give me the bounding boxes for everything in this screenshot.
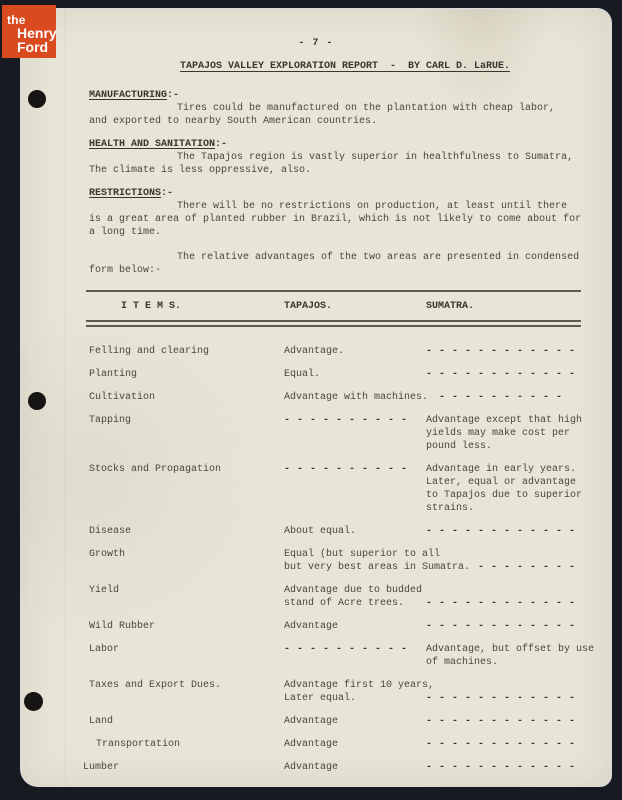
- logo-text-ford: Ford: [17, 39, 49, 55]
- text-line: - - - - - - - - - - - -: [426, 621, 576, 632]
- text-line: yields may make cost per: [426, 428, 571, 439]
- text-line: pound less.: [426, 441, 493, 452]
- text-line: Advantage: [284, 621, 339, 632]
- row-item-label: Cultivation: [89, 392, 156, 403]
- table-header-row: [86, 300, 581, 313]
- table-row: [86, 391, 581, 404]
- intro-paragraph: [89, 251, 580, 277]
- punch-hole-top: [28, 90, 46, 108]
- text-line: - - - - - - - -: [426, 562, 576, 573]
- section-heading-suffix: :-: [215, 139, 228, 150]
- text-line: a long time.: [89, 227, 162, 238]
- text-line: - - - - - - - - - - - -: [426, 762, 576, 773]
- paper-crease: [65, 9, 66, 786]
- text-line: The Tapajos region is vastly superior in healthfulness to Sumatra,: [177, 152, 574, 163]
- table-row: [86, 525, 581, 538]
- row-sumatra-cell: [426, 679, 581, 705]
- table-row: [86, 463, 581, 515]
- row-sumatra-cell: [426, 584, 581, 610]
- row-tapajos-cell: [284, 679, 435, 705]
- row-sumatra-cell: [426, 715, 581, 728]
- row-sumatra-cell: [426, 761, 581, 774]
- punch-hole-middle: [28, 392, 46, 410]
- table-row: [83, 761, 581, 774]
- row-sumatra-cell: [426, 643, 594, 669]
- text-line: [426, 679, 581, 692]
- text-line: [426, 548, 581, 561]
- row-item-label: Land: [89, 716, 114, 727]
- text-line: - - - - - - - - - -: [284, 415, 408, 426]
- text-line: and exported to nearby South American countries.: [89, 116, 378, 127]
- row-tapajos-cell: [284, 463, 426, 515]
- section-heading: [89, 138, 575, 151]
- row-item-label: Taxes and Export Dues.: [89, 680, 222, 691]
- row-tapajos-cell: [284, 525, 426, 538]
- row-sumatra-cell: [426, 368, 581, 381]
- text-line: Advantage: [284, 716, 339, 727]
- table-row: [86, 584, 581, 610]
- text-line: Later, equal or advantage: [426, 477, 577, 488]
- table-rule-top: [86, 290, 581, 292]
- text-line: Advantage due to budded: [284, 585, 423, 596]
- section-paragraph: [89, 151, 575, 177]
- section-heading-suffix: :-: [167, 90, 180, 101]
- table-row: [86, 643, 595, 669]
- text-line: Advantage: [284, 739, 339, 750]
- row-sumatra-cell: [426, 345, 581, 358]
- row-item-label: Labor: [89, 644, 120, 655]
- report-section: [89, 187, 582, 239]
- table-rule-double: [86, 320, 581, 327]
- row-sumatra-cell: [426, 391, 581, 404]
- text-line: of machines.: [426, 657, 499, 668]
- column-header-sumatra: SUMATRA.: [426, 301, 475, 312]
- text-line: stand of Acre trees.: [284, 598, 405, 609]
- section-heading: [89, 187, 575, 200]
- text-line: Advantage.: [284, 346, 345, 357]
- row-sumatra-cell: [426, 738, 581, 751]
- row-sumatra-cell: [426, 525, 581, 538]
- table-row: [86, 368, 581, 381]
- row-item-label: Wild Rubber: [89, 621, 156, 632]
- text-line: Advantage except that high: [426, 415, 583, 426]
- section-heading-text: MANUFACTURING: [89, 90, 168, 101]
- row-tapajos-cell: [284, 738, 426, 751]
- row-item-label: Lumber: [83, 762, 120, 773]
- section-heading-suffix: :-: [161, 188, 174, 199]
- row-tapajos-cell: [284, 715, 426, 728]
- row-tapajos-cell: [284, 584, 426, 610]
- row-sumatra-cell: [426, 548, 581, 574]
- henry-ford-logo: [2, 5, 56, 58]
- table-row: [86, 620, 581, 633]
- text-line: About equal.: [284, 526, 357, 537]
- text-line: - - - - - - - - - -: [426, 392, 563, 403]
- text-line: - - - - - - - - - - - -: [426, 346, 576, 357]
- row-tapajos-cell: [284, 414, 426, 453]
- row-item-label: Growth: [89, 549, 126, 560]
- table-row: [86, 345, 581, 358]
- section-paragraph: [89, 102, 575, 128]
- row-tapajos-cell: [284, 548, 471, 574]
- text-line: strains.: [426, 503, 475, 514]
- text-line: Advantage first 10 years,: [284, 680, 435, 691]
- text-line: - - - - - - - - - -: [284, 644, 408, 655]
- text-line: The climate is less oppressive, also.: [89, 165, 312, 176]
- sections: [89, 89, 582, 277]
- text-line: Equal.: [284, 369, 321, 380]
- row-tapajos-cell: [284, 368, 426, 381]
- row-tapajos-cell: [284, 761, 426, 774]
- section-heading-text: RESTRICTIONS: [89, 188, 162, 199]
- text-line: - - - - - - - - - - - -: [426, 739, 576, 750]
- table-row: [86, 548, 581, 574]
- text-line: - - - - - - - - - - - -: [426, 693, 576, 704]
- text-line: is a great area of planted rubber in Brazil, which is not likely to come about for: [89, 214, 582, 225]
- row-item-label: Disease: [89, 526, 132, 537]
- row-tapajos-cell: [284, 345, 426, 358]
- text-line: - - - - - - - - - - - -: [426, 526, 576, 537]
- logo-text-henry: Henry: [17, 25, 57, 41]
- text-line: but very best areas in Sumatra.: [284, 562, 471, 573]
- document-page: [20, 8, 612, 787]
- report-section: [89, 89, 575, 128]
- text-line: Advantage, but offset by use: [426, 644, 595, 655]
- page-number: - 7 -: [298, 38, 334, 49]
- text-line: Tires could be manufactured on the plantation with cheap labor,: [177, 103, 556, 114]
- row-tapajos-cell: [284, 643, 426, 669]
- text-line: [426, 584, 581, 597]
- text-line: form below:-: [89, 265, 162, 276]
- text-line: - - - - - - - - - - - -: [426, 369, 576, 380]
- table-row: [86, 679, 581, 705]
- text-line: Advantage: [284, 762, 339, 773]
- text-line: to Tapajos due to superior: [426, 490, 583, 501]
- section-heading: [89, 89, 575, 102]
- table-rows: [83, 345, 595, 774]
- text-line: Later equal.: [284, 693, 357, 704]
- row-sumatra-cell: [426, 620, 581, 633]
- text-line: There will be no restrictions on production, at least until there: [177, 201, 568, 212]
- row-item-label: Tapping: [89, 415, 132, 426]
- text-line: - - - - - - - - - - - -: [426, 598, 576, 609]
- text-line: - - - - - - - - - -: [284, 464, 408, 475]
- report-title: TAPAJOS VALLEY EXPLORATION REPORT - BY CARL D. LaRUE.: [179, 61, 511, 72]
- text-line: Advantage in early years.: [426, 464, 577, 475]
- row-tapajos-cell: [284, 620, 426, 633]
- column-header-tapajos: TAPAJOS.: [284, 301, 333, 312]
- text-line: Equal (but superior to all: [284, 549, 441, 560]
- row-item-label: Planting: [89, 369, 138, 380]
- column-header-items: I T E M S.: [121, 301, 182, 312]
- text-line: Advantage with machines.: [284, 392, 429, 403]
- table-row: [86, 715, 581, 728]
- table-row: [86, 414, 581, 453]
- text-line: The relative advantages of the two areas are presented in condensed: [177, 252, 580, 263]
- row-sumatra-cell: [426, 414, 582, 453]
- row-item-label: Felling and clearing: [89, 346, 210, 357]
- section-paragraph: [89, 200, 582, 239]
- row-tapajos-cell: [284, 391, 429, 404]
- row-item-label: Stocks and Propagation: [89, 464, 222, 475]
- comparison-table: [83, 290, 595, 784]
- report-section: [89, 138, 575, 177]
- table-row: [86, 738, 581, 751]
- row-sumatra-cell: [426, 463, 582, 515]
- section-heading-text: HEALTH AND SANITATION: [89, 139, 216, 150]
- row-item-label: Yield: [89, 585, 120, 596]
- text-line: - - - - - - - - - - - -: [426, 716, 576, 727]
- punch-hole-bottom: [24, 692, 43, 711]
- row-item-label: Transportation: [96, 739, 181, 750]
- logo-text-the: the: [7, 13, 26, 27]
